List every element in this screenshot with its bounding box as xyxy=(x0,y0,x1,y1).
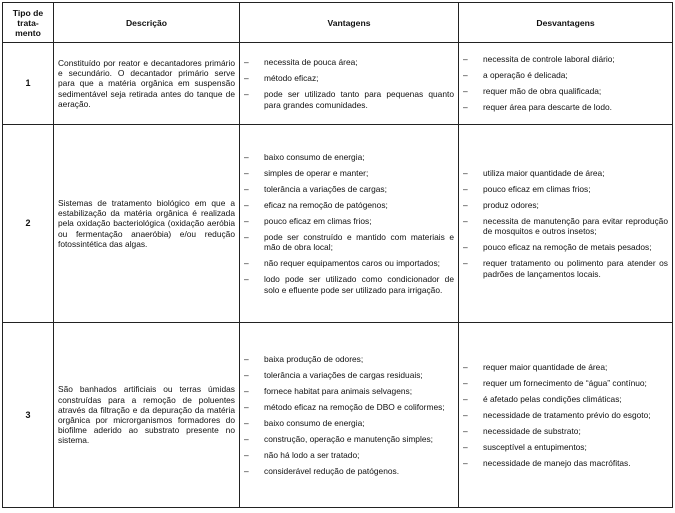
list-item-text: método eficaz na remoção de DBO e coliformes; xyxy=(264,401,445,412)
bullet-dash: – xyxy=(244,232,249,243)
list-item xyxy=(463,184,668,194)
bullet-dash: – xyxy=(244,274,249,285)
list-item-text: requer maior quantidade de área; xyxy=(483,361,608,372)
list-item-text: necessidade de tratamento prévio do esgoto; xyxy=(483,409,651,420)
header-treatment-type-line: trata- xyxy=(17,17,39,28)
bullet-dash: – xyxy=(244,385,249,396)
list-item-text: pouco eficaz em climas frios; xyxy=(483,184,591,195)
bullet-dash: – xyxy=(244,401,249,412)
advantages-list xyxy=(244,152,454,295)
advantages-cell xyxy=(240,125,459,323)
list-item-text: necessita de manutenção para evitar reprodução de mosquitos e outros insetos; xyxy=(483,216,668,237)
bullet-dash: – xyxy=(244,152,249,163)
list-item xyxy=(244,434,454,444)
list-item-text: requer área para descarte de lodo. xyxy=(483,102,612,113)
list-item xyxy=(244,89,454,109)
bullet-dash: – xyxy=(463,242,468,253)
bullet-dash: – xyxy=(463,393,468,404)
list-item-text: é afetado pelas condições climáticas; xyxy=(483,393,622,404)
advantages-list xyxy=(244,57,454,109)
list-item-text: baixa produção de odores; xyxy=(264,353,364,364)
header-description: Descrição xyxy=(54,3,240,43)
list-item-text: construção, operação e manutenção simples; xyxy=(264,433,433,444)
bullet-dash: – xyxy=(244,89,249,100)
list-item-text: utiliza maior quantidade de área; xyxy=(483,168,605,179)
list-item xyxy=(463,102,668,112)
list-item xyxy=(463,242,668,252)
list-item-text: necessita de controle laboral diário; xyxy=(483,54,615,65)
disadvantages-list xyxy=(463,168,668,279)
bullet-dash: – xyxy=(244,184,249,195)
list-item-text: requer um fornecimento de “água” contínuo; xyxy=(483,377,647,388)
treatment-type-cell: 1 xyxy=(3,43,54,125)
list-item-text: susceptível a entupimentos; xyxy=(483,441,587,452)
list-item-text: tolerância a variações de cargas residuais; xyxy=(264,369,423,380)
bullet-dash: – xyxy=(244,168,249,179)
list-item xyxy=(463,54,668,64)
list-item xyxy=(463,426,668,436)
list-item-text: a operação é delicada; xyxy=(483,70,568,81)
list-item xyxy=(463,362,668,372)
bullet-dash: – xyxy=(463,409,468,420)
bullet-dash: – xyxy=(463,457,468,468)
bullet-dash: – xyxy=(463,216,468,227)
list-item-text: não há lodo a ser tratado; xyxy=(264,449,360,460)
list-item-text: pouco eficaz em climas frios; xyxy=(264,216,372,227)
list-item xyxy=(244,402,454,412)
bullet-dash: – xyxy=(463,425,468,436)
bullet-dash: – xyxy=(463,184,468,195)
list-item-text: pouco eficaz na remoção de metais pesados; xyxy=(483,242,652,253)
list-item xyxy=(244,274,454,294)
disadvantages-cell xyxy=(459,43,673,125)
bullet-dash: – xyxy=(463,86,468,97)
list-item-text: lodo pode ser utilizado como condicionador de solo e efluente pode ser utilizado para irrigação. xyxy=(264,274,454,295)
bullet-dash: – xyxy=(244,200,249,211)
list-item xyxy=(244,200,454,210)
header-disadvantages: Desvantagens xyxy=(459,3,673,43)
bullet-dash: – xyxy=(463,168,468,179)
bullet-dash: – xyxy=(463,200,468,211)
list-item xyxy=(463,200,668,210)
list-item xyxy=(244,386,454,396)
bullet-dash: – xyxy=(244,73,249,84)
list-item xyxy=(244,466,454,476)
bullet-dash: – xyxy=(244,417,249,428)
list-item-text: considerável redução de patógenos. xyxy=(264,465,400,476)
list-item xyxy=(463,258,668,278)
list-item-text: fornece habitat para animais selvagens; xyxy=(264,385,413,396)
list-item xyxy=(244,152,454,162)
bullet-dash: – xyxy=(244,353,249,364)
treatment-type-cell: 2 xyxy=(3,125,54,323)
list-item xyxy=(244,232,454,252)
advantages-cell xyxy=(240,43,459,125)
list-item xyxy=(463,86,668,96)
header-row xyxy=(3,3,673,43)
list-item-text: produz odores; xyxy=(483,200,539,211)
bullet-dash: – xyxy=(463,441,468,452)
list-item xyxy=(244,57,454,67)
bullet-dash: – xyxy=(244,57,249,68)
description-cell: São banhados artificiais ou terras úmidas construídas para a remoção de poluentes através da filtração e da depuração da matéria orgânica por microrganismos formadores do biofilme aderido ao substrato presente no sistema. xyxy=(54,323,240,508)
list-item-text: pode ser construído e mantido com materiais e mão de obra local; xyxy=(264,232,454,253)
list-item-text: baixo consumo de energia; xyxy=(264,152,365,163)
bullet-dash: – xyxy=(463,102,468,113)
bullet-dash: – xyxy=(463,377,468,388)
disadvantages-cell xyxy=(459,125,673,323)
list-item-text: tolerância a variações de cargas; xyxy=(264,184,387,195)
advantages-cell xyxy=(240,323,459,508)
list-item-text: necessidade de manejo das macrófitas. xyxy=(483,457,631,468)
bullet-dash: – xyxy=(463,361,468,372)
list-item xyxy=(463,410,668,420)
list-item-text: pode ser utilizado tanto para pequenas quanto para grandes comunidades. xyxy=(264,89,454,110)
list-item xyxy=(244,168,454,178)
list-item-text: requer mão de obra qualificada; xyxy=(483,86,602,97)
list-item xyxy=(463,394,668,404)
advantages-list xyxy=(244,354,454,476)
list-item xyxy=(244,370,454,380)
description-cell: Sistemas de tratamento biológico em que a estabilização da matéria orgânica é realizada pela oxidação bacteriológica (oxidação aeróbia ou fermentação anaeróbia) e/ou redução fotossintética das algas. xyxy=(54,125,240,323)
list-item xyxy=(463,168,668,178)
list-item-text: simples de operar e manter; xyxy=(264,168,369,179)
list-item xyxy=(244,450,454,460)
header-treatment-type-line: Tipo de xyxy=(12,7,44,18)
list-item xyxy=(244,418,454,428)
bullet-dash: – xyxy=(244,369,249,380)
list-item xyxy=(244,258,454,268)
bullet-dash: – xyxy=(244,216,249,227)
table-row xyxy=(3,43,673,125)
header-treatment-type-line: mento xyxy=(15,27,41,38)
list-item xyxy=(463,70,668,80)
list-item xyxy=(244,354,454,364)
list-item-text: baixo consumo de energia; xyxy=(264,417,365,428)
treatment-type-cell: 3 xyxy=(3,323,54,508)
bullet-dash: – xyxy=(244,449,249,460)
bullet-dash: – xyxy=(244,465,249,476)
list-item-text: eficaz na remoção de patógenos; xyxy=(264,200,388,211)
header-treatment-type xyxy=(3,3,54,43)
list-item xyxy=(463,442,668,452)
disadvantages-cell xyxy=(459,323,673,508)
list-item-text: método eficaz; xyxy=(264,73,319,84)
bullet-dash: – xyxy=(463,258,468,269)
disadvantages-list xyxy=(463,362,668,468)
bullet-dash: – xyxy=(463,70,468,81)
list-item xyxy=(463,216,668,236)
list-item-text: não requer equipamentos caros ou importados; xyxy=(264,258,440,269)
table-row xyxy=(3,323,673,508)
list-item-text: requer tratamento ou polimento para atender os padrões de lançamentos locais. xyxy=(483,258,668,279)
list-item-text: necessita de pouca área; xyxy=(264,57,358,68)
list-item xyxy=(463,378,668,388)
table-row xyxy=(3,125,673,323)
list-item-text: necessidade de substrato; xyxy=(483,425,581,436)
description-cell: Constituído por reator e decantadores primário e secundário. O decantador primário serve para que a matéria orgânica em suspensão sedimentável seja retirada antes do tanque de aeração. xyxy=(54,43,240,125)
header-advantages: Vantagens xyxy=(240,3,459,43)
list-item xyxy=(463,458,668,468)
treatment-comparison-table xyxy=(2,2,673,508)
list-item xyxy=(244,184,454,194)
list-item xyxy=(244,73,454,83)
disadvantages-list xyxy=(463,54,668,112)
bullet-dash: – xyxy=(463,54,468,65)
list-item xyxy=(244,216,454,226)
bullet-dash: – xyxy=(244,433,249,444)
bullet-dash: – xyxy=(244,258,249,269)
